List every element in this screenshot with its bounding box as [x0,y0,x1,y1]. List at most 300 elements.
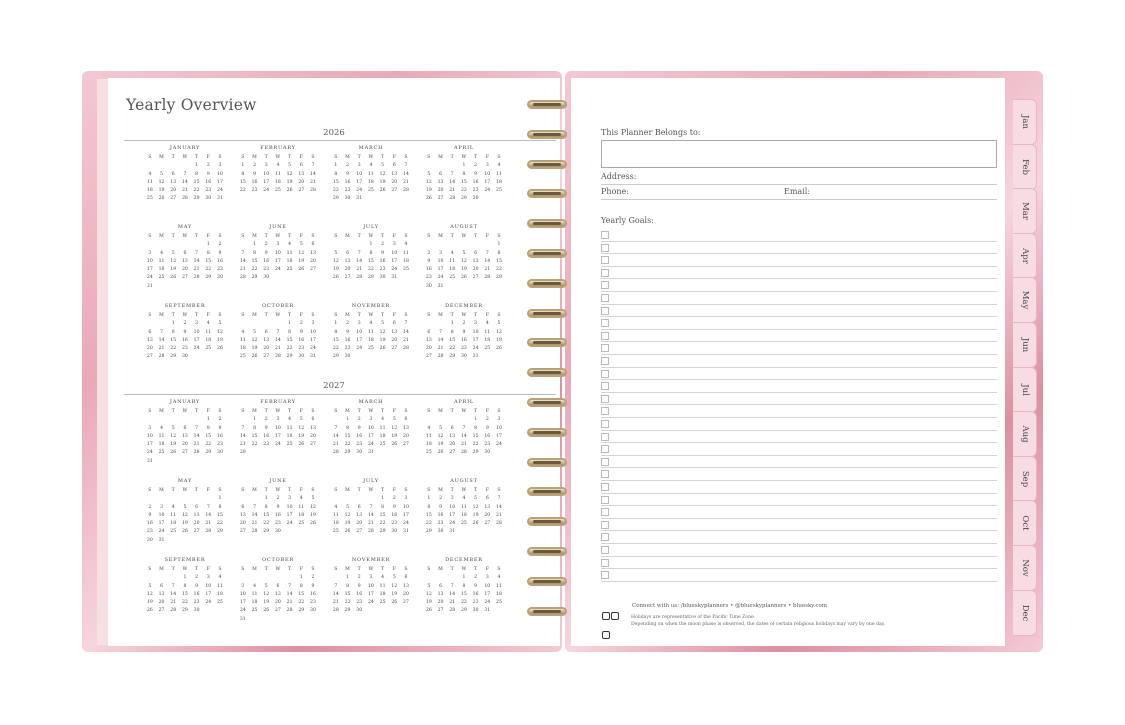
day-number: 18 [298,512,305,518]
day-number: 4 [160,250,163,256]
binding-ring [527,279,569,290]
day-number: 8 [218,504,222,510]
day-number: 30 [263,275,270,281]
month-grid [237,408,319,458]
month-name: AUGUST [450,478,478,484]
year-divider [124,140,556,141]
goal-checkbox[interactable] [601,483,609,491]
day-number: 1 [497,242,501,248]
day-number: 24 [217,188,223,194]
day-number: 28 [403,188,409,194]
day-number: 9 [392,504,396,510]
day-number: 3 [497,417,501,423]
month-name: NOVEMBER [351,557,391,563]
weekday-header: M [345,567,350,572]
empty-day [330,574,342,582]
weekday-header: S [311,567,315,572]
weekday-header: S [218,234,222,239]
goal-checkbox[interactable] [601,445,609,453]
weekday-header: W [275,488,281,493]
day-number: 24 [146,450,153,456]
day-number: 4 [148,171,152,177]
weekday-header: T [288,567,292,572]
month-name: OCTOBER [261,303,295,309]
weekday-header: T [357,409,361,414]
tab-oct[interactable] [1013,500,1037,546]
day-number: 6 [183,425,187,431]
day-number: 4 [462,496,466,502]
weekday-header: S [497,409,501,414]
day-number: 23 [205,188,212,194]
day-number: 10 [391,250,398,256]
day-number: 28 [170,608,177,614]
day-number: 22 [496,267,502,273]
day-number: 23 [217,267,223,273]
goal-checkbox[interactable] [601,508,609,516]
day-number: 2 [148,504,152,510]
weekday-header: T [357,488,361,493]
tab-may[interactable] [1013,277,1037,323]
day-number: 15 [193,179,200,185]
binding-ring [527,189,569,200]
day-number: 27 [263,354,270,360]
weekday-header: T [288,234,292,239]
binding-ring [527,219,569,230]
weekday-header: M [252,488,257,493]
weekday-header: F [299,155,303,160]
day-number: 28 [449,196,456,202]
weekday-header: M [252,567,257,572]
day-number: 6 [357,504,361,510]
day-number: 22 [425,521,432,527]
day-number: 3 [218,163,222,169]
day-number: 12 [170,433,177,439]
day-number: 31 [356,196,363,202]
owner-name-field[interactable] [601,140,997,168]
day-number: 1 [171,321,175,327]
weekday-header: S [148,409,152,414]
day-number: 15 [449,337,456,343]
day-number: 20 [449,442,456,448]
day-number: 12 [298,250,305,256]
planner-info-page [571,78,1005,646]
day-number: 22 [344,442,351,448]
day-number: 11 [170,512,177,518]
empty-day [284,574,296,582]
weekday-header: S [218,155,222,160]
day-number: 18 [425,442,432,448]
day-number: 18 [403,258,409,264]
address-line[interactable] [601,184,997,185]
day-number: 5 [334,250,338,256]
weekday-header: S [241,409,245,414]
weekday-header: S [311,409,315,414]
day-number: 23 [193,600,200,606]
day-number: 2 [206,163,210,169]
goal-row[interactable] [601,291,997,305]
day-number: 20 [263,346,270,352]
day-number: 28 [437,354,444,360]
day-number: 23 [217,442,223,448]
goal-row[interactable] [601,518,997,532]
day-number: 7 [276,329,280,335]
goal-row[interactable] [601,568,997,582]
day-number: 7 [311,163,315,169]
weekday-header: W [368,155,374,160]
goal-row[interactable] [601,354,997,368]
day-number: 11 [274,171,281,177]
holiday-note-2: Depending on when the moon phase is observed, the dates of certain religious holidays may vary by one day. [631,622,886,627]
goal-checkbox[interactable] [601,571,609,579]
day-number: 27 [403,442,409,448]
day-number: 7 [485,250,489,256]
goal-row[interactable] [601,480,997,494]
empty-day [260,320,272,328]
mini-calendar-month [237,557,319,624]
day-number: 3 [404,496,408,502]
weekday-header: W [182,234,188,239]
tab-jan[interactable] [1013,99,1037,145]
day-number: 30 [193,608,200,614]
day-number: 18 [286,258,293,264]
day-number: 3 [206,575,210,581]
goal-checkbox[interactable] [601,344,609,352]
day-number: 27 [403,600,409,606]
day-number: 25 [367,346,374,352]
day-number: 13 [181,433,188,439]
day-number: 2 [381,242,385,248]
goal-row[interactable] [601,329,997,343]
tab-label: Dec [1019,604,1030,621]
weekday-header: T [171,567,175,572]
weekday-header: M [345,155,350,160]
mini-calendar-month [330,145,412,204]
goal-checkbox[interactable] [601,231,609,239]
day-number: 20 [472,267,479,273]
weekday-header: T [381,409,385,414]
day-number: 1 [206,242,210,248]
day-number: 18 [146,188,153,194]
weekday-header: W [461,313,467,318]
goal-row[interactable] [601,253,997,267]
month-grid [423,566,505,616]
day-number: 14 [367,512,374,518]
day-number: 4 [427,425,431,431]
day-number: 24 [286,521,293,527]
weekday-header: T [381,234,385,239]
goal-checkbox[interactable] [601,294,609,302]
tab-jul[interactable] [1013,367,1037,413]
goal-row[interactable] [601,404,997,418]
goal-checkbox[interactable] [601,521,609,529]
day-number: 4 [485,321,489,327]
day-number: 14 [449,591,456,597]
goal-row[interactable] [601,316,997,330]
day-number: 23 [344,188,351,194]
weekday-header: T [357,234,361,239]
day-number: 31 [158,537,165,543]
day-number: 11 [298,504,305,510]
goal-checkbox[interactable] [601,332,609,340]
binding-ring [527,100,569,111]
goal-checkbox[interactable] [601,307,609,315]
tab-dec[interactable] [1013,590,1037,636]
goal-checkbox[interactable] [601,470,609,478]
day-number: 15 [332,337,339,343]
day-number: 1 [381,496,385,502]
day-number: 18 [332,521,339,527]
empty-day [191,241,203,249]
day-number: 8 [462,171,466,177]
goal-checkbox[interactable] [601,407,609,415]
weekday-header: S [404,234,408,239]
goal-checkbox[interactable] [601,496,609,504]
goal-checkbox[interactable] [601,533,609,541]
goal-row[interactable] [601,278,997,292]
goal-checkbox[interactable] [601,420,609,428]
day-number: 6 [485,496,489,502]
weekday-header: T [381,313,385,318]
day-number: 27 [356,529,363,535]
goal-row[interactable] [601,505,997,519]
goal-checkbox[interactable] [601,395,609,403]
day-number: 17 [274,433,281,439]
goal-row[interactable] [601,367,997,381]
tab-jun[interactable] [1013,322,1037,368]
weekday-header: T [474,155,478,160]
goal-row[interactable] [601,379,997,393]
weekday-header: W [368,234,374,239]
empty-day [458,241,470,249]
weekday-header: T [264,313,268,318]
goal-row[interactable] [601,467,997,481]
day-number: 1 [462,575,466,581]
day-number: 12 [437,433,444,439]
day-number: 1 [369,242,373,248]
day-number: 15 [170,337,177,343]
weekday-header: S [427,313,431,318]
day-number: 23 [310,600,316,606]
empty-day [237,320,249,328]
day-number: 3 [369,575,373,581]
weekday-header: T [288,313,292,318]
day-number: 14 [239,258,246,264]
goal-checkbox[interactable] [601,269,609,277]
goal-row[interactable] [601,543,997,557]
day-number: 19 [170,267,177,273]
empty-day [435,416,447,424]
goal-checkbox[interactable] [601,433,609,441]
tab-mar[interactable] [1013,188,1037,234]
day-number: 11 [146,179,153,185]
goal-row[interactable] [601,455,997,469]
month-grid [423,154,505,204]
ring-hole [533,133,561,136]
day-number: 6 [148,329,152,335]
day-number: 11 [425,433,432,439]
day-number: 9 [276,504,280,510]
empty-day [167,574,179,582]
goal-checkbox[interactable] [601,382,609,390]
day-number: 29 [298,608,305,614]
goal-row[interactable] [601,430,997,444]
goal-checkbox[interactable] [601,256,609,264]
day-number: 6 [160,583,163,589]
day-number: 12 [460,258,467,264]
day-number: 19 [425,600,432,606]
day-number: 13 [437,591,444,597]
weekday-header: M [252,234,257,239]
day-number: 16 [217,258,223,264]
empty-day [179,416,191,424]
month-grid [237,566,319,624]
day-number: 27 [344,275,351,281]
day-number: 20 [146,346,153,352]
year-divider [124,394,556,395]
tab-label: Mar [1019,202,1030,221]
month-grid [144,487,226,545]
facebook-icon [602,631,610,639]
day-number: 19 [391,591,398,597]
day-number: 11 [217,583,223,589]
day-number: 20 [181,267,188,273]
day-number: 6 [439,583,442,589]
weekday-header: S [404,488,408,493]
day-number: 3 [439,250,442,256]
goal-checkbox[interactable] [601,458,609,466]
day-number: 7 [450,583,454,589]
empty-day [260,574,272,582]
day-number: 17 [472,337,479,343]
goal-row[interactable] [601,530,997,544]
month-name: OCTOBER [261,557,295,563]
day-number: 22 [217,521,223,527]
goal-row[interactable] [601,417,997,431]
tab-label: Oct [1019,515,1030,531]
tab-sep[interactable] [1013,456,1037,502]
yearly-goals-label: Yearly Goals: [601,216,654,225]
day-number: 14 [449,179,456,185]
day-number: 16 [274,512,281,518]
day-number: 6 [450,425,454,431]
empty-day [167,416,179,424]
day-number: 17 [239,600,246,606]
day-number: 20 [437,600,444,606]
day-number: 11 [379,583,386,589]
binding-ring [527,368,569,379]
day-number: 28 [239,450,246,456]
weekday-header: S [497,488,501,493]
day-number: 5 [392,575,396,581]
empty-day [156,574,168,582]
day-number: 11 [496,583,502,589]
tab-apr[interactable] [1013,233,1037,279]
contact-line[interactable] [601,199,997,200]
day-number: 13 [239,512,246,518]
belongs-to-label: This Planner Belongs to: [601,128,701,137]
day-number: 11 [158,433,165,439]
goal-checkbox[interactable] [601,559,609,567]
day-number: 16 [263,433,270,439]
day-number: 30 [298,354,305,360]
day-number: 27 [170,196,177,202]
day-number: 20 [310,258,316,264]
day-number: 19 [472,512,479,518]
month-name: MAY [177,224,193,230]
day-number: 27 [181,450,188,456]
month-grid [423,233,505,291]
day-number: 10 [310,329,316,335]
day-number: 14 [170,591,177,597]
day-number: 27 [298,188,305,194]
day-number: 16 [298,337,305,343]
day-number: 25 [158,275,165,281]
day-number: 2 [299,321,303,327]
goal-row[interactable] [601,228,997,242]
day-number: 26 [460,275,467,281]
weekday-header: S [334,155,338,160]
weekday-header: F [299,409,303,414]
goal-row[interactable] [601,556,997,570]
day-number: 4 [404,242,408,248]
tab-feb[interactable] [1013,144,1037,190]
day-number: 7 [195,250,199,256]
tab-aug[interactable] [1013,411,1037,457]
day-number: 18 [158,442,165,448]
weekday-header: T [195,155,199,160]
day-number: 6 [427,329,431,335]
goal-checkbox[interactable] [601,281,609,289]
tab-nov[interactable] [1013,545,1037,591]
day-number: 12 [298,425,305,431]
weekday-header: S [311,313,315,318]
goal-row[interactable] [601,493,997,507]
day-number: 21 [449,600,456,606]
day-number: 10 [217,171,223,177]
day-number: 4 [288,242,292,248]
weekday-header: S [218,567,222,572]
goal-checkbox[interactable] [601,319,609,327]
day-number: 29 [205,450,212,456]
day-number: 17 [356,337,363,343]
goal-row[interactable] [601,266,997,280]
weekday-header: T [195,488,199,493]
empty-day [156,241,168,249]
day-number: 3 [357,163,361,169]
weekday-header: W [368,567,374,572]
goal-row[interactable] [601,241,997,255]
goal-row[interactable] [601,442,997,456]
goal-checkbox[interactable] [601,370,609,378]
day-number: 6 [299,163,303,169]
goal-row[interactable] [601,304,997,318]
day-number: 12 [472,504,479,510]
ring-hole [533,371,561,374]
goal-row[interactable] [601,341,997,355]
month-name: FEBRUARY [260,399,296,405]
phone-label: Phone: [601,187,629,196]
goal-row[interactable] [601,392,997,406]
day-number: 11 [239,337,246,343]
day-number: 14 [460,433,467,439]
goal-checkbox[interactable] [601,244,609,252]
day-number: 2 [357,575,361,581]
day-number: 14 [356,258,363,264]
goal-checkbox[interactable] [601,357,609,365]
day-number: 11 [379,425,386,431]
goal-checkbox[interactable] [601,546,609,554]
day-number: 1 [241,163,245,169]
